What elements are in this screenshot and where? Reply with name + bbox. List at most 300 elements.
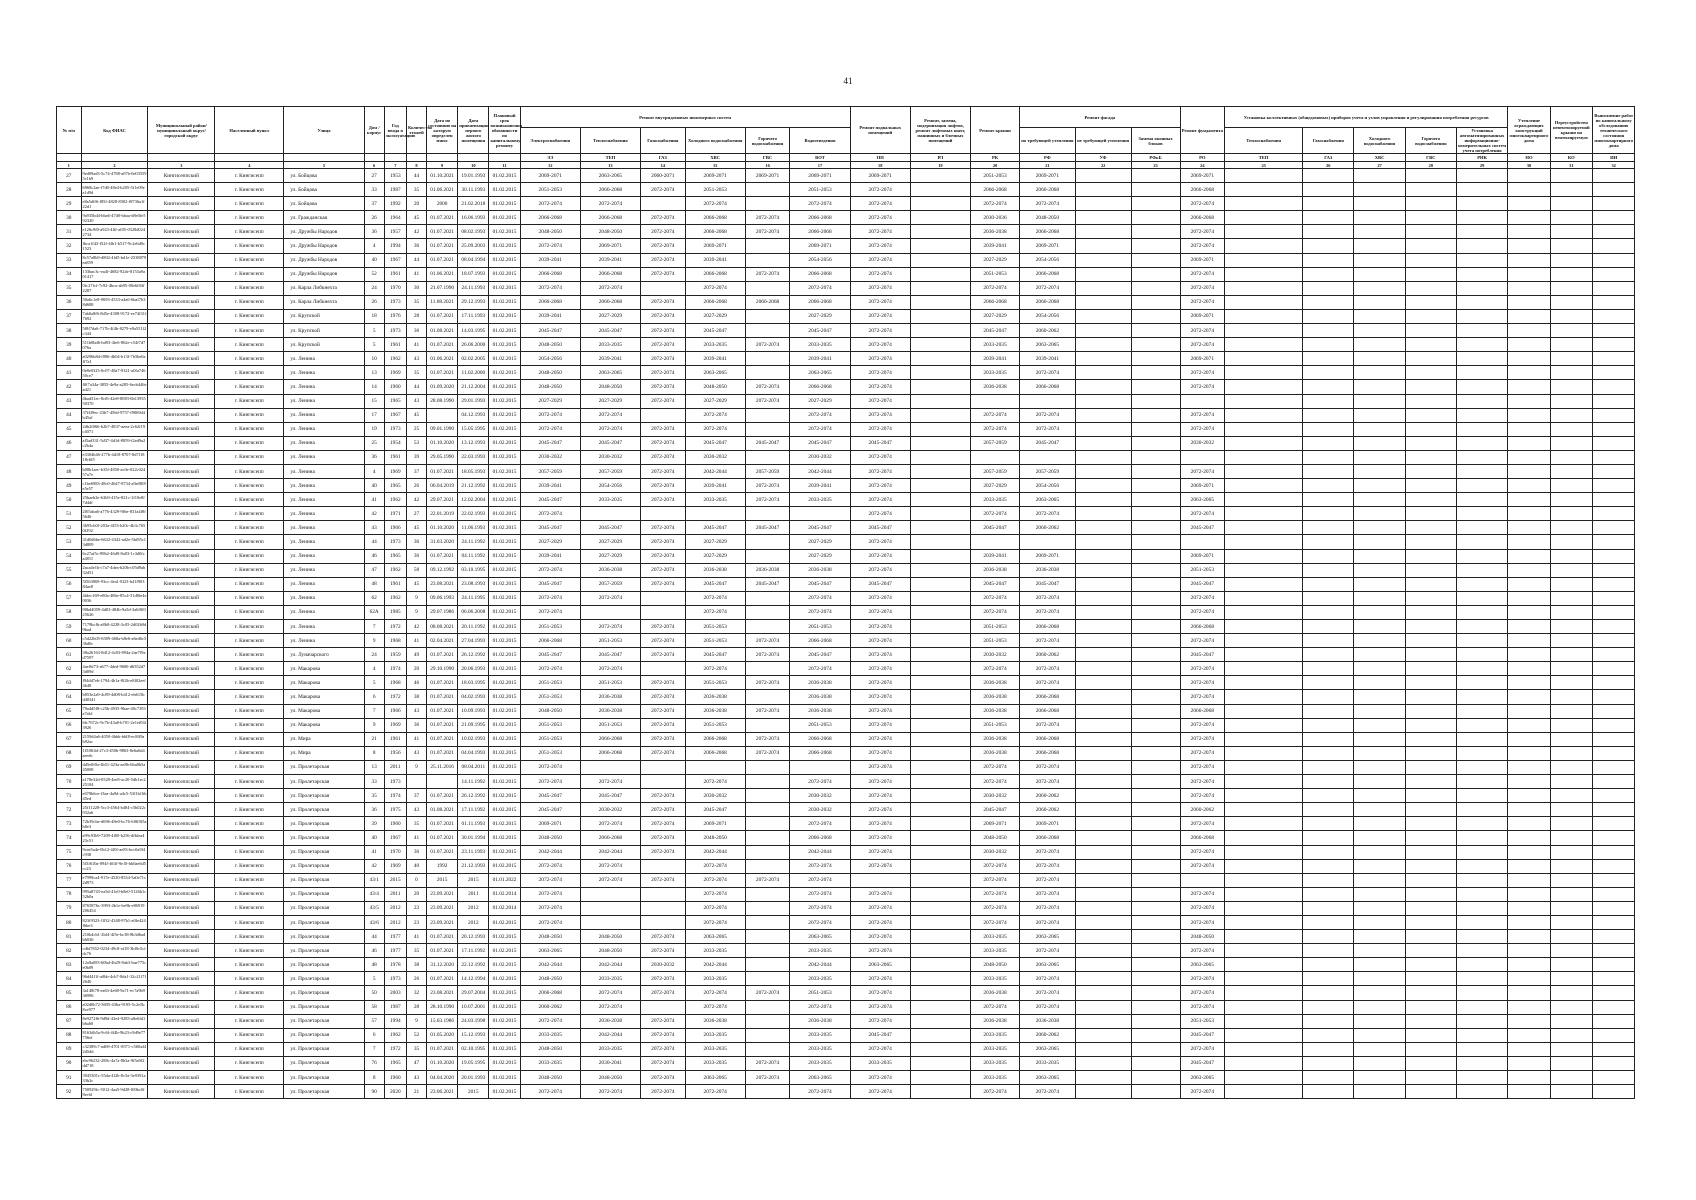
repair-period-cell: 2072-2074 [850, 676, 910, 690]
repair-period-cell: 2072-2074 [850, 690, 910, 704]
municipality: Кингисеппский [148, 281, 215, 295]
header-built: Год ввода в эксплуатацию [384, 107, 406, 154]
street: ул. Ленина [284, 380, 364, 394]
empty-cell [1354, 267, 1405, 281]
repair-period-cell: 2072-2074 [580, 422, 640, 436]
assess-date: 01.06.2021 [427, 352, 458, 366]
empty-cell [1508, 197, 1550, 211]
empty-cell [1550, 450, 1592, 464]
wear-percent: 27 [406, 507, 426, 521]
empty-cell [1303, 690, 1354, 704]
repair-period-cell: 2072-2074 [970, 591, 1019, 605]
empty-cell [1405, 915, 1456, 929]
plan-date: 01.02.2015 [489, 676, 520, 690]
repair-period-cell [910, 295, 970, 309]
repair-period-cell: 2051-2053 [790, 986, 850, 1000]
settlement: г. Кингисепп [215, 662, 284, 676]
repair-period-cell: 2036-2038 [970, 380, 1019, 394]
row-number: 76 [57, 859, 82, 873]
repair-period-cell [910, 986, 970, 1000]
empty-cell [1405, 859, 1456, 873]
table-row [57, 1028, 1678, 1042]
repair-period-cell: 2036-2038 [790, 676, 850, 690]
header-column-number: 15 [685, 162, 745, 169]
header-column-number: 27 [1354, 162, 1405, 169]
repair-period-cell [745, 253, 790, 267]
privatization-date: 24.11.1995 [458, 591, 489, 605]
repair-period-cell: 2066-2068 [1020, 267, 1076, 281]
repair-period-cell [910, 944, 970, 958]
repair-period-cell: 2072-2074 [1020, 873, 1076, 887]
street: ул. Пролетарская [284, 986, 364, 1000]
repair-period-cell: 2066-2068 [1020, 831, 1076, 845]
repair-period-cell: 2072-2074 [790, 605, 850, 619]
empty-cell [1550, 394, 1592, 408]
repair-period-cell: 2072-2074 [641, 521, 686, 535]
settlement: г. Кингисепп [215, 803, 284, 817]
wear-percent: 35 [406, 295, 426, 309]
plan-date: 01.02.2015 [489, 479, 520, 493]
table-row [57, 211, 1678, 225]
empty-cell [1550, 986, 1592, 1000]
municipality: Кингисеппский [148, 563, 215, 577]
repair-period-cell [580, 901, 640, 915]
repair-period-cell: 2072-2074 [641, 1028, 686, 1042]
empty-cell [1303, 859, 1354, 873]
repair-period-cell: 2069-2071 [850, 169, 910, 183]
empty-cell [1405, 704, 1456, 718]
fias-code: 210b4cb1-2bf4-4f5e-bc38-8b3d6adb6036 [81, 930, 148, 944]
street: ул. Пролетарская [284, 944, 364, 958]
repair-period-cell: 2039-2041 [970, 549, 1019, 563]
house-number: 5 [364, 972, 384, 986]
repair-period-cell: 2051-2053 [1180, 563, 1225, 577]
repair-period-cell: 2072-2074 [790, 422, 850, 436]
street: ул. Пролетарская [284, 1056, 364, 1070]
repair-period-cell [1075, 690, 1131, 704]
empty-cell [1508, 873, 1550, 887]
empty-cell [1593, 930, 1635, 944]
empty-cell [1303, 295, 1354, 309]
repair-period-cell: 2033-2035 [685, 944, 745, 958]
house-number: 44 [364, 535, 384, 549]
fias-code: ebc96232-288c-4a7a-8b3a-9f5a9f2dd718 [81, 1056, 148, 1070]
repair-period-cell: 2072-2074 [970, 408, 1019, 422]
street: ул. Ленина [284, 577, 364, 591]
year-built: 1965 [384, 479, 406, 493]
fias-code: 6c27af5c-89b2-46d9-8a03-1c3d0fca4811 [81, 549, 148, 563]
settlement: г. Кингисепп [215, 352, 284, 366]
empty-cell [1405, 352, 1456, 366]
wear-percent: 26 [406, 479, 426, 493]
plan-date: 01.02.2015 [489, 986, 520, 1000]
repair-period-cell: 2063-2065 [1020, 338, 1076, 352]
wear-percent: 42 [406, 225, 426, 239]
empty-cell [1354, 775, 1405, 789]
empty-cell [1508, 493, 1550, 507]
street: ул. Бойцова [284, 183, 364, 197]
fias-code: 8765876c-3993-4b1e-be9b-e86919206454 [81, 901, 148, 915]
empty-cell [1405, 803, 1456, 817]
repair-period-cell: 2072-2074 [745, 479, 790, 493]
repair-period-cell: 2030-2032 [970, 789, 1019, 803]
repair-period-cell: 2072-2074 [850, 620, 910, 634]
table-row [57, 845, 1678, 859]
street: ул. Ленина [284, 549, 364, 563]
house-number: 36 [364, 225, 384, 239]
repair-period-cell: 2066-2068 [1020, 620, 1076, 634]
repair-period-cell [1131, 1042, 1180, 1056]
municipality: Кингисеппский [148, 789, 215, 803]
repair-period-cell: 2045-2047 [580, 324, 640, 338]
repair-period-cell [745, 831, 790, 845]
fias-code: e3304b46-277b-4d18-8707-8d7f1818c6f5 [81, 450, 148, 464]
repair-period-cell: 2072-2074 [850, 422, 910, 436]
plan-date: 01.02.2015 [489, 267, 520, 281]
repair-period-cell: 2042-2044 [790, 958, 850, 972]
repair-period-cell: 2072-2074 [641, 845, 686, 859]
repair-period-cell [910, 958, 970, 972]
empty-cell [1456, 309, 1507, 323]
municipality: Кингисеппский [148, 986, 215, 1000]
empty-cell [1593, 436, 1635, 450]
empty-cell [1354, 535, 1405, 549]
repair-period-cell: 2066-2068 [1180, 211, 1225, 225]
repair-period-cell: 2072-2074 [641, 690, 686, 704]
repair-period-cell: 2051-2053 [685, 634, 745, 648]
table-row [57, 944, 1678, 958]
plan-date: 01.01.2022 [489, 873, 520, 887]
privatization-date: 14.11.1992 [458, 775, 489, 789]
empty-cell [1405, 845, 1456, 859]
empty-cell [1508, 577, 1550, 591]
row-number: 85 [57, 986, 82, 1000]
empty-cell [1405, 775, 1456, 789]
repair-period-cell: 2030-2032 [790, 803, 850, 817]
wear-percent: 38 [406, 958, 426, 972]
repair-period-cell: 2030-2032 [641, 958, 686, 972]
repair-period-cell: 2069-2071 [1020, 239, 1076, 253]
empty-cell [1303, 267, 1354, 281]
wear-percent: 35 [406, 183, 426, 197]
empty-cell [1303, 958, 1354, 972]
repair-period-cell: 2072-2074 [790, 887, 850, 901]
repair-period-cell: 2048-2050 [520, 704, 580, 718]
repair-period-cell: 2072-2074 [641, 563, 686, 577]
empty-cell [1405, 295, 1456, 309]
row-number: 92 [57, 1085, 82, 1099]
repair-period-cell [910, 915, 970, 929]
year-built: 1987 [384, 1000, 406, 1014]
row-number: 46 [57, 436, 82, 450]
repair-period-cell: 2033-2035 [685, 1028, 745, 1042]
street: ул. Макарова [284, 662, 364, 676]
fias-code: f94dd7eb-1794-4b1a-8f2b-e8f02eef4b48 [81, 676, 148, 690]
wear-percent: 41 [406, 267, 426, 281]
repair-period-cell: 2027-2029 [520, 535, 580, 549]
table-row [57, 549, 1678, 563]
repair-period-cell: 2072-2074 [1020, 408, 1076, 422]
wear-percent: 26 [406, 972, 426, 986]
repair-period-cell: 2054-2056 [1020, 253, 1076, 267]
repair-period-cell: 2042-2044 [685, 464, 745, 478]
street: ул. Ленина [284, 563, 364, 577]
repair-period-cell: 2072-2074 [790, 817, 850, 831]
repair-period-cell: 2027-2029 [685, 535, 745, 549]
repair-period-cell [1075, 803, 1131, 817]
empty-cell [1593, 775, 1635, 789]
empty-cell [1508, 605, 1550, 619]
municipality: Кингисеппский [148, 620, 215, 634]
empty-cell [1550, 281, 1592, 295]
empty-cell [1456, 901, 1507, 915]
settlement: г. Кингисепп [215, 591, 284, 605]
repair-period-cell: 2063-2065 [1180, 1071, 1225, 1085]
repair-period-cell: 2072-2074 [520, 915, 580, 929]
plan-date: 01.02.2015 [489, 620, 520, 634]
repair-period-cell [1180, 535, 1225, 549]
table-row [57, 901, 1678, 915]
repair-period-cell: 2030-2032 [1180, 436, 1225, 450]
table-row [57, 803, 1678, 817]
repair-period-cell: 2072-2074 [685, 859, 745, 873]
repair-period-cell: 2072-2074 [745, 676, 790, 690]
repair-period-cell: 2030-2032 [685, 789, 745, 803]
empty-cell [1303, 183, 1354, 197]
header-code-cell: ТЕП [580, 154, 640, 162]
repair-period-cell [1131, 366, 1180, 380]
fias-code: e7999ca4-917e-4520-8534-5a0e71c2d973 [81, 873, 148, 887]
empty-cell [1508, 450, 1550, 464]
repair-period-cell: 2066-2068 [580, 267, 640, 281]
empty-cell [1354, 662, 1405, 676]
repair-period-cell: 2033-2035 [970, 944, 1019, 958]
empty-cell [1303, 986, 1354, 1000]
empty-cell [1550, 690, 1592, 704]
row-number: 67 [57, 732, 82, 746]
repair-period-cell [1075, 986, 1131, 1000]
repair-period-cell: 2042-2044 [790, 845, 850, 859]
repair-period-cell: 2042-2044 [520, 958, 580, 972]
repair-period-cell: 2072-2074 [1180, 817, 1225, 831]
repair-period-cell: 2066-2068 [1180, 620, 1225, 634]
municipality: Кингисеппский [148, 605, 215, 619]
repair-period-cell: 2072-2074 [790, 775, 850, 789]
empty-cell [1354, 1056, 1405, 1070]
street: ул. Пролетарская [284, 1042, 364, 1056]
repair-period-cell [1131, 859, 1180, 873]
privatization-date: 29.12.1993 [458, 295, 489, 309]
empty-cell [1456, 1085, 1507, 1099]
repair-period-cell: 2072-2074 [520, 859, 580, 873]
repair-period-cell: 2063-2065 [1020, 958, 1076, 972]
wear-percent: 36 [406, 845, 426, 859]
repair-period-cell [910, 859, 970, 873]
repair-period-cell: 2072-2074 [520, 1085, 580, 1099]
house-number: 25 [364, 436, 384, 450]
empty-cell [1508, 352, 1550, 366]
table-row [57, 873, 1678, 887]
header-codes-row [57, 154, 1678, 162]
empty-cell [1593, 267, 1635, 281]
repair-period-cell: 2072-2074 [685, 1000, 745, 1014]
settlement: г. Кингисепп [215, 887, 284, 901]
empty-cell [1456, 507, 1507, 521]
repair-period-cell: 2069-2071 [685, 239, 745, 253]
repair-period-cell: 2072-2074 [850, 1085, 910, 1099]
empty-cell [1550, 479, 1592, 493]
header-column-number: 3 [148, 162, 215, 169]
municipality: Кингисеппский [148, 197, 215, 211]
house-number: 4 [364, 239, 384, 253]
plan-date: 01.02.2015 [489, 944, 520, 958]
repair-period-cell: 2069-2071 [1180, 169, 1225, 183]
repair-period-cell: 2063-2065 [685, 366, 745, 380]
repair-period-cell: 2072-2074 [850, 380, 910, 394]
street: ул. Пролетарская [284, 789, 364, 803]
assess-date: 01.07.2021 [427, 225, 458, 239]
empty-cell [1456, 634, 1507, 648]
wear-percent: 42 [406, 620, 426, 634]
header-eng-gas: Газоснабжения [641, 128, 686, 154]
repair-period-cell [745, 352, 790, 366]
repair-period-cell: 2072-2074 [1020, 915, 1076, 929]
assess-date: 01.08.2021 [427, 324, 458, 338]
empty-cell [1225, 986, 1303, 1000]
repair-period-cell [1075, 352, 1131, 366]
repair-period-cell: 2036-2038 [970, 986, 1019, 1000]
repair-period-cell [1131, 648, 1180, 662]
repair-period-cell [745, 901, 790, 915]
repair-period-cell: 2063-2065 [1020, 493, 1076, 507]
empty-cell [1550, 746, 1592, 760]
repair-period-cell [910, 1028, 970, 1042]
empty-cell [1456, 620, 1507, 634]
row-number: 91 [57, 1071, 82, 1085]
repair-period-cell [910, 464, 970, 478]
repair-period-cell: 2045-2047 [520, 521, 580, 535]
year-built: 1994 [384, 1014, 406, 1028]
table-row [57, 169, 1678, 183]
fias-code: c32389c7-ad69-4701-8571-c5f6bd42d5dd [81, 1042, 148, 1056]
repair-period-cell: 2072-2074 [641, 1085, 686, 1099]
empty-cell [1225, 408, 1303, 422]
empty-cell [1225, 281, 1303, 295]
repair-period-cell: 2069-2071 [580, 239, 640, 253]
privatization-date: 21.02.2018 [458, 197, 489, 211]
empty-cell [1225, 803, 1303, 817]
capital-repair-table [56, 106, 1678, 1099]
empty-cell [1354, 366, 1405, 380]
repair-period-cell: 2072-2074 [641, 789, 686, 803]
plan-date: 01.02.2015 [489, 450, 520, 464]
empty-cell [1303, 338, 1354, 352]
repair-period-cell: 2033-2035 [790, 1042, 850, 1056]
repair-period-cell: 2072-2074 [1180, 718, 1225, 732]
plan-date: 01.02.2015 [489, 634, 520, 648]
empty-cell [1456, 648, 1507, 662]
municipality: Кингисеппский [148, 169, 215, 183]
street: ул. Ленина [284, 464, 364, 478]
repair-period-cell: 2033-2035 [520, 1028, 580, 1042]
plan-date: 01.02.2015 [489, 958, 520, 972]
privatization-date: 2011 [458, 887, 489, 901]
repair-period-cell: 2069-2071 [745, 169, 790, 183]
repair-period-cell: 2033-2035 [580, 338, 640, 352]
repair-period-cell: 2072-2074 [745, 732, 790, 746]
empty-cell [1593, 591, 1635, 605]
repair-period-cell [910, 760, 970, 774]
repair-period-cell: 2066-2068 [790, 380, 850, 394]
repair-period-cell: 2057-2059 [580, 577, 640, 591]
empty-cell [1405, 253, 1456, 267]
repair-period-cell: 2045-2047 [685, 648, 745, 662]
assess-date: 01.07.2021 [427, 253, 458, 267]
repair-period-cell: 2072-2074 [641, 944, 686, 958]
house-number: 43/4 [364, 887, 384, 901]
street: ул. Пролетарская [284, 887, 364, 901]
empty-cell [1405, 521, 1456, 535]
fias-code: 823f9323-1832-4348-97b1-a0fe424f6be3 [81, 915, 148, 929]
empty-cell [1550, 972, 1592, 986]
house-number: 47 [364, 563, 384, 577]
repair-period-cell: 2066-2068 [790, 295, 850, 309]
header-eng-drainage: Водоотведения [790, 128, 850, 154]
header-meters-group: Установка коллективных (общедомовых) приборов учета и узлов управления и регулирования потребления ресурсов [1225, 107, 1508, 128]
repair-period-cell: 2033-2035 [685, 1056, 745, 1070]
repair-period-cell: 2045-2047 [850, 521, 910, 535]
repair-period-cell: 2072-2074 [520, 591, 580, 605]
empty-cell [1456, 521, 1507, 535]
year-built: 1961 [384, 450, 406, 464]
plan-date: 01.02.2015 [489, 211, 520, 225]
repair-period-cell: 2072-2074 [790, 408, 850, 422]
repair-period-cell [910, 591, 970, 605]
empty-cell [1508, 253, 1550, 267]
repair-period-cell [1075, 859, 1131, 873]
empty-cell [1405, 535, 1456, 549]
assess-date: 28.10.1990 [427, 1000, 458, 1014]
repair-period-cell [910, 197, 970, 211]
fias-code: 4fdec169-e80a-486e-85c4-31d8fe4e0036 [81, 591, 148, 605]
wear-percent: 41 [406, 634, 426, 648]
privatization-date: 26.12.1992 [458, 648, 489, 662]
municipality: Кингисеппский [148, 577, 215, 591]
fias-code: c5d22b05-6589-468a-b8e6-a6ed6c536d0c [81, 634, 148, 648]
repair-period-cell: 2072-2074 [850, 563, 910, 577]
repair-period-cell [745, 845, 790, 859]
repair-period-cell: 2048-2050 [580, 930, 640, 944]
repair-period-cell: 2069-2071 [520, 169, 580, 183]
empty-cell [1456, 535, 1507, 549]
fias-code: af5ad331-5d37-4d1d-8859-f2ed9a2c2b4a [81, 436, 148, 450]
row-number: 43 [57, 394, 82, 408]
repair-period-cell: 2045-2047 [745, 577, 790, 591]
repair-period-cell [910, 1085, 970, 1099]
repair-period-cell: 2072-2074 [1180, 789, 1225, 803]
fias-code: 12a9a083-60bd-4b29-8ab3-bae775ce0b09 [81, 958, 148, 972]
repair-period-cell [910, 831, 970, 845]
row-number: 44 [57, 408, 82, 422]
repair-period-cell [1075, 1000, 1131, 1014]
table-row [57, 436, 1678, 450]
empty-cell [1354, 1014, 1405, 1028]
empty-cell [1405, 930, 1456, 944]
header-code-cell [427, 154, 458, 162]
repair-period-cell: 2072-2074 [685, 408, 745, 422]
repair-period-cell: 2045-2047 [580, 521, 640, 535]
empty-cell [1593, 718, 1635, 732]
